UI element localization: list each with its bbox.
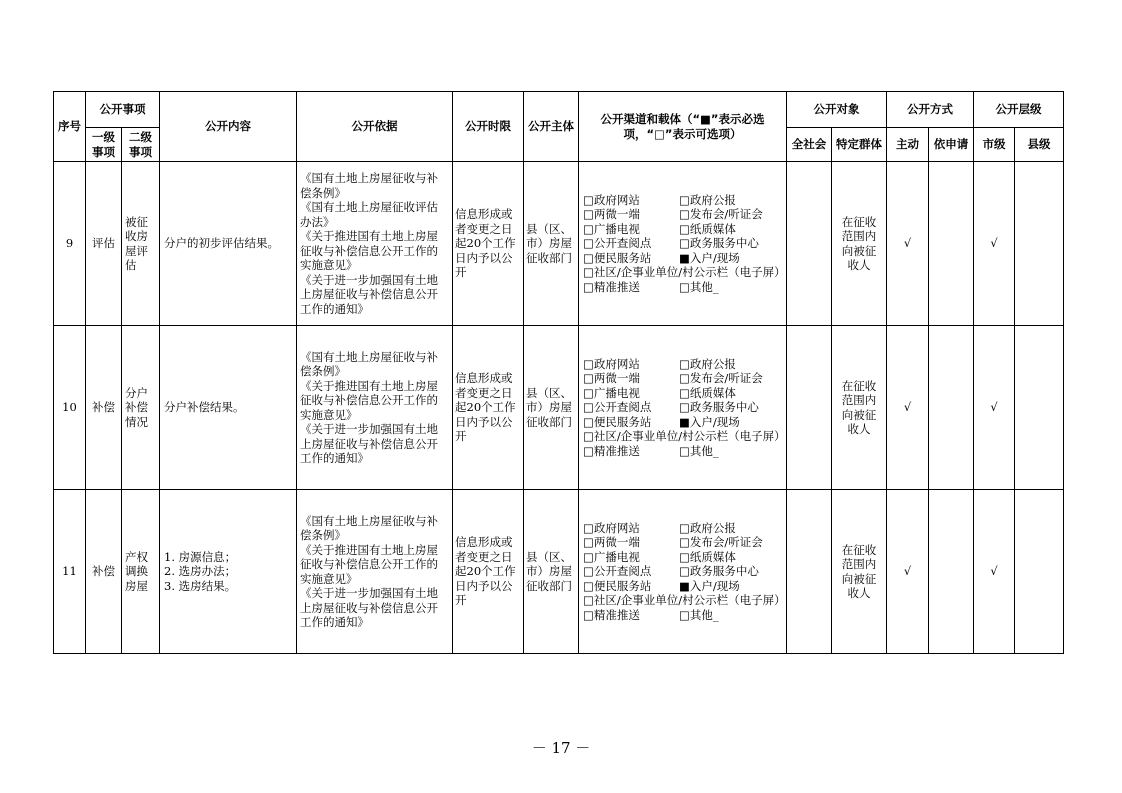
table-row xyxy=(54,326,1064,490)
row-aud-specific: 在征收范围内向被征收人 xyxy=(832,326,887,490)
header-basis: 公开依据 xyxy=(297,92,453,162)
header-method: 公开方式 xyxy=(887,92,974,128)
row-level-city: √ xyxy=(974,490,1015,654)
channel-item: □政府公报 xyxy=(679,520,736,535)
row-basis xyxy=(297,490,453,654)
content-item: 3. 选房结果。 xyxy=(164,578,237,593)
row-seq: 9 xyxy=(54,162,86,326)
row-method-request xyxy=(929,490,974,654)
channel-item: □精准推送 xyxy=(583,607,640,622)
channel-item: □公开查阅点 xyxy=(583,400,652,415)
row-method-active: √ xyxy=(887,162,929,326)
row-period: 信息形成或者变更之日起20个工作日内予以公开 xyxy=(453,162,524,326)
row-aud-specific: 在征收范围内向被征收人 xyxy=(832,490,887,654)
channel-item: □其他_ xyxy=(679,443,719,458)
header-level-county: 县级 xyxy=(1015,128,1064,162)
basis-item: 《关于推进国有土地上房屋征收与补偿信息公开工作的实施意见》 xyxy=(300,378,438,422)
row-aud-all xyxy=(787,162,832,326)
basis-item: 《关于进一步加强国有土地上房屋征收与补偿信息公开工作的通知》 xyxy=(300,586,438,629)
channel-list xyxy=(579,519,786,625)
channel-item: □发布会/听证会 xyxy=(679,371,763,386)
row-level-city: √ xyxy=(974,162,1015,326)
row-channels xyxy=(579,162,787,326)
row-basis xyxy=(297,326,453,490)
row-aud-all xyxy=(787,326,832,490)
basis-item: 《国有土地上房屋征收与补偿条例》 xyxy=(300,349,438,378)
basis-item: 《关于进一步加强国有土地上房屋征收与补偿信息公开工作的通知》 xyxy=(300,422,438,465)
channel-item: □精准推送 xyxy=(583,279,640,294)
row-level1: 补偿 xyxy=(86,326,122,490)
row-level1: 补偿 xyxy=(86,490,122,654)
page-number: － 17 － xyxy=(531,739,591,757)
row-content: 分户的初步评估结果。 xyxy=(160,162,297,326)
channel-item: □发布会/听证会 xyxy=(679,207,763,222)
row-channels xyxy=(579,490,787,654)
basis-item: 《国有土地上房屋征收与补偿条例》 xyxy=(300,513,438,542)
row-subject: 县（区、市）房屋征收部门 xyxy=(524,162,579,326)
channel-item: ■入户/现场 xyxy=(679,578,740,593)
header-level-city: 市级 xyxy=(974,128,1015,162)
channel-list xyxy=(579,355,786,461)
channel-item: □政府网站 xyxy=(583,192,640,207)
channel-item: □广播电视 xyxy=(583,549,640,564)
header-channel: 公开渠道和载体（“■”表示必选项，“□”表示可选项） xyxy=(579,92,787,162)
row-method-request xyxy=(929,326,974,490)
header-method-request: 依申请 xyxy=(929,128,974,162)
row-basis xyxy=(297,162,453,326)
header-level2: 二级事项 xyxy=(122,128,160,162)
basis-item: 《国有土地上房屋征收评估办法》 xyxy=(300,200,438,229)
header-matter: 公开事项 xyxy=(86,92,160,128)
row-subject: 县（区、市）房屋征收部门 xyxy=(524,490,579,654)
row-level2: 产权调换房屋 xyxy=(122,490,160,654)
channel-item: □其他_ xyxy=(679,607,719,622)
header-content: 公开内容 xyxy=(160,92,297,162)
row-aud-specific: 在征收范围内向被征收人 xyxy=(832,162,887,326)
row-seq: 10 xyxy=(54,326,86,490)
row-level-city: √ xyxy=(974,326,1015,490)
header-aud-all: 全社会 xyxy=(787,128,832,162)
channel-item: ■入户/现场 xyxy=(679,414,740,429)
basis-item: 《关于推进国有土地上房屋征收与补偿信息公开工作的实施意见》 xyxy=(300,542,438,586)
header-period: 公开时限 xyxy=(453,92,524,162)
basis-item: 《国有土地上房屋征收与补偿条例》 xyxy=(300,171,438,200)
channel-item: □政务服务中心 xyxy=(679,400,759,415)
row-period: 信息形成或者变更之日起20个工作日内予以公开 xyxy=(453,326,524,490)
row-method-active: √ xyxy=(887,326,929,490)
table-row xyxy=(54,162,1064,326)
channel-item: □便民服务站 xyxy=(583,414,652,429)
header-seq: 序号 xyxy=(54,92,86,162)
channel-item: □政务服务中心 xyxy=(679,236,759,251)
channel-item: □社区/企事业单位/村公示栏（电子屏） xyxy=(583,593,786,608)
row-content xyxy=(160,490,297,654)
content-item: 1. 房源信息； xyxy=(164,549,237,564)
channel-item: □发布会/听证会 xyxy=(679,535,763,550)
header-subject: 公开主体 xyxy=(524,92,579,162)
row-level2: 分户补偿情况 xyxy=(122,326,160,490)
channel-item: □政府公报 xyxy=(679,192,736,207)
channel-item: □政府公报 xyxy=(679,356,736,371)
row-period: 信息形成或者变更之日起20个工作日内予以公开 xyxy=(453,490,524,654)
channel-item: □两微一端 xyxy=(583,207,640,222)
channel-item: □社区/企事业单位/村公示栏（电子屏） xyxy=(583,265,786,280)
header-method-active: 主动 xyxy=(887,128,929,162)
header-level: 公开层级 xyxy=(974,92,1064,128)
channel-item: □广播电视 xyxy=(583,221,640,236)
channel-item: □其他_ xyxy=(679,279,719,294)
table-row xyxy=(54,490,1064,654)
row-level2: 被征收房屋评估 xyxy=(122,162,160,326)
channel-item: ■入户/现场 xyxy=(679,250,740,265)
row-seq: 11 xyxy=(54,490,86,654)
channel-item: □两微一端 xyxy=(583,371,640,386)
channel-item: □社区/企事业单位/村公示栏（电子屏） xyxy=(583,429,786,444)
row-level1: 评估 xyxy=(86,162,122,326)
channel-item: □便民服务站 xyxy=(583,578,652,593)
row-content: 分户补偿结果。 xyxy=(160,326,297,490)
channel-item: □公开查阅点 xyxy=(583,564,652,579)
row-level-county xyxy=(1015,490,1064,654)
row-level-county xyxy=(1015,162,1064,326)
channel-item: □政府网站 xyxy=(583,520,640,535)
header-row-1 xyxy=(54,92,1064,128)
channel-item: □精准推送 xyxy=(583,443,640,458)
basis-item: 《关于进一步加强国有土地上房屋征收与补偿信息公开工作的通知》 xyxy=(300,272,438,316)
channel-item: □纸质媒体 xyxy=(679,385,736,400)
channel-item: □广播电视 xyxy=(583,385,640,400)
channel-item: □公开查阅点 xyxy=(583,236,652,251)
channel-list xyxy=(579,191,786,297)
row-method-active: √ xyxy=(887,490,929,654)
channel-item: □纸质媒体 xyxy=(679,221,736,236)
channel-item: □政府网站 xyxy=(583,356,640,371)
row-channels xyxy=(579,326,787,490)
header-level1: 一级事项 xyxy=(86,128,122,162)
header-audience: 公开对象 xyxy=(787,92,887,128)
content-item: 2. 选房办法； xyxy=(164,564,237,579)
disclosure-table xyxy=(53,91,1064,654)
basis-item: 《关于推进国有土地上房屋征收与补偿信息公开工作的实施意见》 xyxy=(300,229,438,272)
row-subject: 县（区、市）房屋征收部门 xyxy=(524,326,579,490)
channel-item: □两微一端 xyxy=(583,535,640,550)
channel-item: □便民服务站 xyxy=(583,250,652,265)
header-aud-specific: 特定群体 xyxy=(832,128,887,162)
row-method-request xyxy=(929,162,974,326)
row-aud-all xyxy=(787,490,832,654)
channel-item: □政务服务中心 xyxy=(679,564,759,579)
row-level-county xyxy=(1015,326,1064,490)
channel-item: □纸质媒体 xyxy=(679,549,736,564)
